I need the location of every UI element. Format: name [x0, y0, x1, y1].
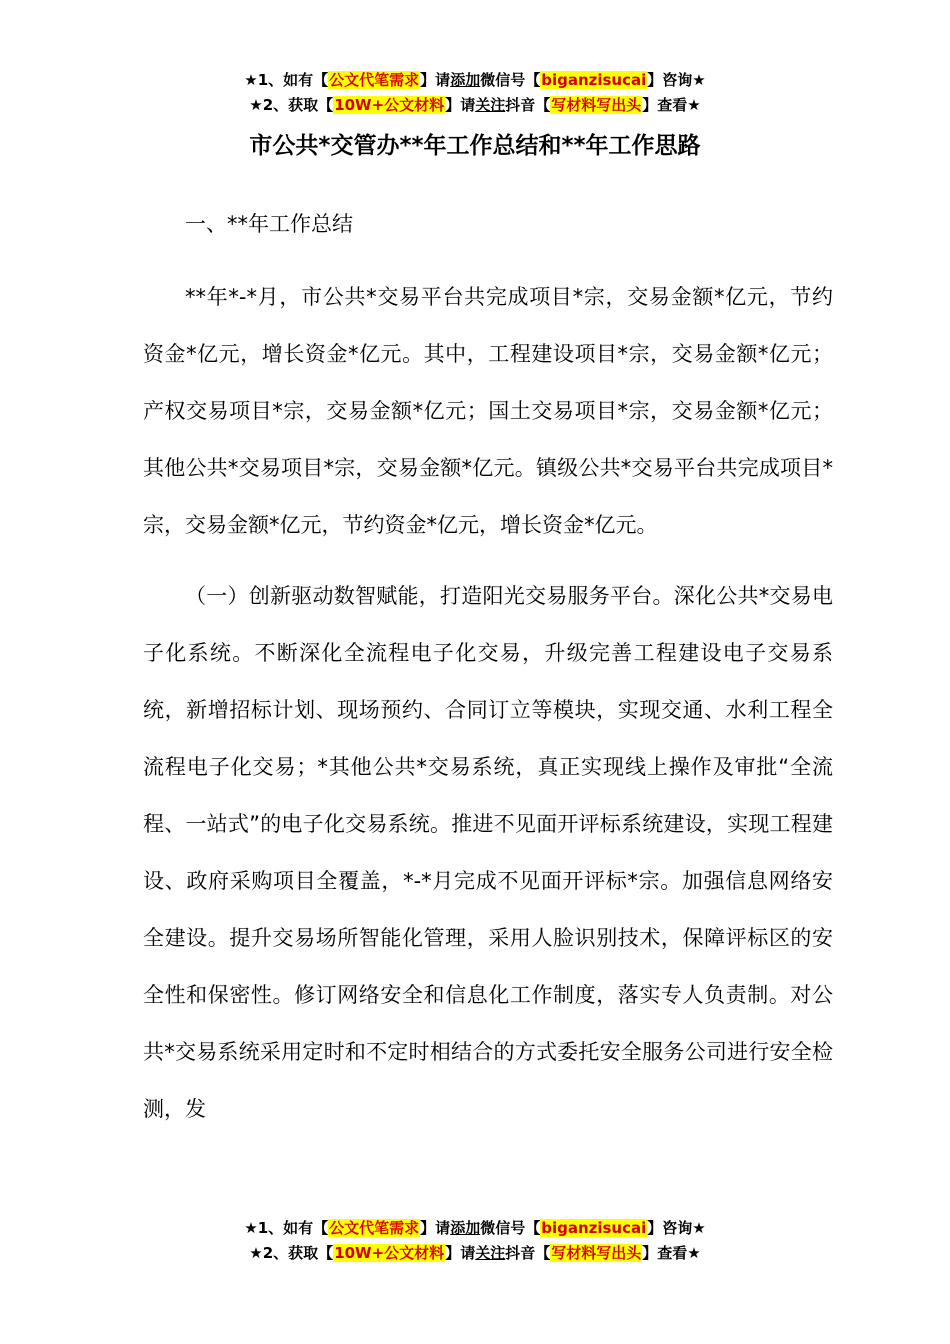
banner-underlined: 添加	[450, 1219, 481, 1237]
document-title: 市公共*交管办**年工作总结和**年工作思路	[249, 133, 701, 159]
banner-text: 微信号【	[480, 1219, 541, 1237]
paragraph-summary: **年*-*月，市公共*交易平台共完成项目*宗，交易金额*亿元，节约资金*亿元，增长资金*亿元。其中，工程建设项目*宗，交易金额*亿元；产权交易项目*宗，交易金额*亿元；国土交易项目*宗，交易金额*亿元；其他公共*交易项目*宗，交易金额*亿元。镇级公共*交易平台共完成项目*宗，交易金额*亿元，节约资金*亿元，增长资金*亿元。	[143, 285, 833, 537]
banner-text: ★1、如有【	[244, 1219, 329, 1237]
banner-line-2	[0, 1241, 950, 1266]
paragraph-innovation: （一）创新驱动数智赋能，打造阳光交易服务平台。深化公共*交易电子化系统。不断深化全流程电子化交易，升级完善工程建设电子交易系统，新增招标计划、现场预约、合同订立等模块，实现交通、水利工程全流程电子化交易；*其他公共*交易系统，真正实现线上操作及审批“全流程、一站式”的电子化交易系统。推进不见面开评标系统建设，实现工程建设、政府采购项目全覆盖，*-*月完成不见面开评标*宗。加强信息网络安全建设。提升交易场所智能化管理，采用人脸识别技术，保障评标区的安全性和保密性。修订网络安全和信息化工作制度，落实专人负责制。对公共*交易系统采用定时和不定时相结合的方式委托安全服务公司进行安全检测，发	[143, 584, 833, 1121]
banner-text: 】咨询★	[647, 1219, 706, 1237]
highlight-wechat-id: biganzisucai	[541, 71, 647, 89]
banner-text: 】请	[420, 1219, 451, 1237]
banner-text: 抖音【	[505, 96, 551, 114]
banner-text: ★1、如有【	[244, 71, 329, 89]
banner-text: 】查看★	[642, 96, 701, 114]
highlight-materials: 10W+公文材料	[334, 96, 445, 114]
banner-text: 】查看★	[642, 1244, 701, 1262]
highlight-service: 公文代笔需求	[329, 71, 420, 89]
document-body	[143, 196, 833, 1138]
highlight-wechat-id: biganzisucai	[541, 1219, 647, 1237]
banner-text: 抖音【	[505, 1244, 551, 1262]
banner-line-1	[0, 1216, 950, 1241]
banner-line-2	[0, 93, 950, 118]
banner-text: 】请	[445, 96, 476, 114]
banner-text: 】请	[445, 1244, 476, 1262]
highlight-douyin-id: 写材料写出头	[551, 1244, 642, 1262]
banner-text: ★2、获取【	[249, 96, 334, 114]
highlight-materials: 10W+公文材料	[334, 1244, 445, 1262]
bottom-banner	[0, 1216, 950, 1266]
banner-text: 微信号【	[480, 71, 541, 89]
banner-text: 】咨询★	[647, 71, 706, 89]
banner-underlined: 关注	[475, 96, 506, 114]
top-banner	[0, 68, 950, 118]
banner-underlined: 关注	[475, 1244, 506, 1262]
highlight-service: 公文代笔需求	[329, 1219, 420, 1237]
banner-underlined: 添加	[450, 71, 481, 89]
banner-line-1	[0, 68, 950, 93]
section-heading: 一、**年工作总结	[185, 212, 353, 236]
banner-text: ★2、获取【	[249, 1244, 334, 1262]
highlight-douyin-id: 写材料写出头	[551, 96, 642, 114]
banner-text: 】请	[420, 71, 451, 89]
